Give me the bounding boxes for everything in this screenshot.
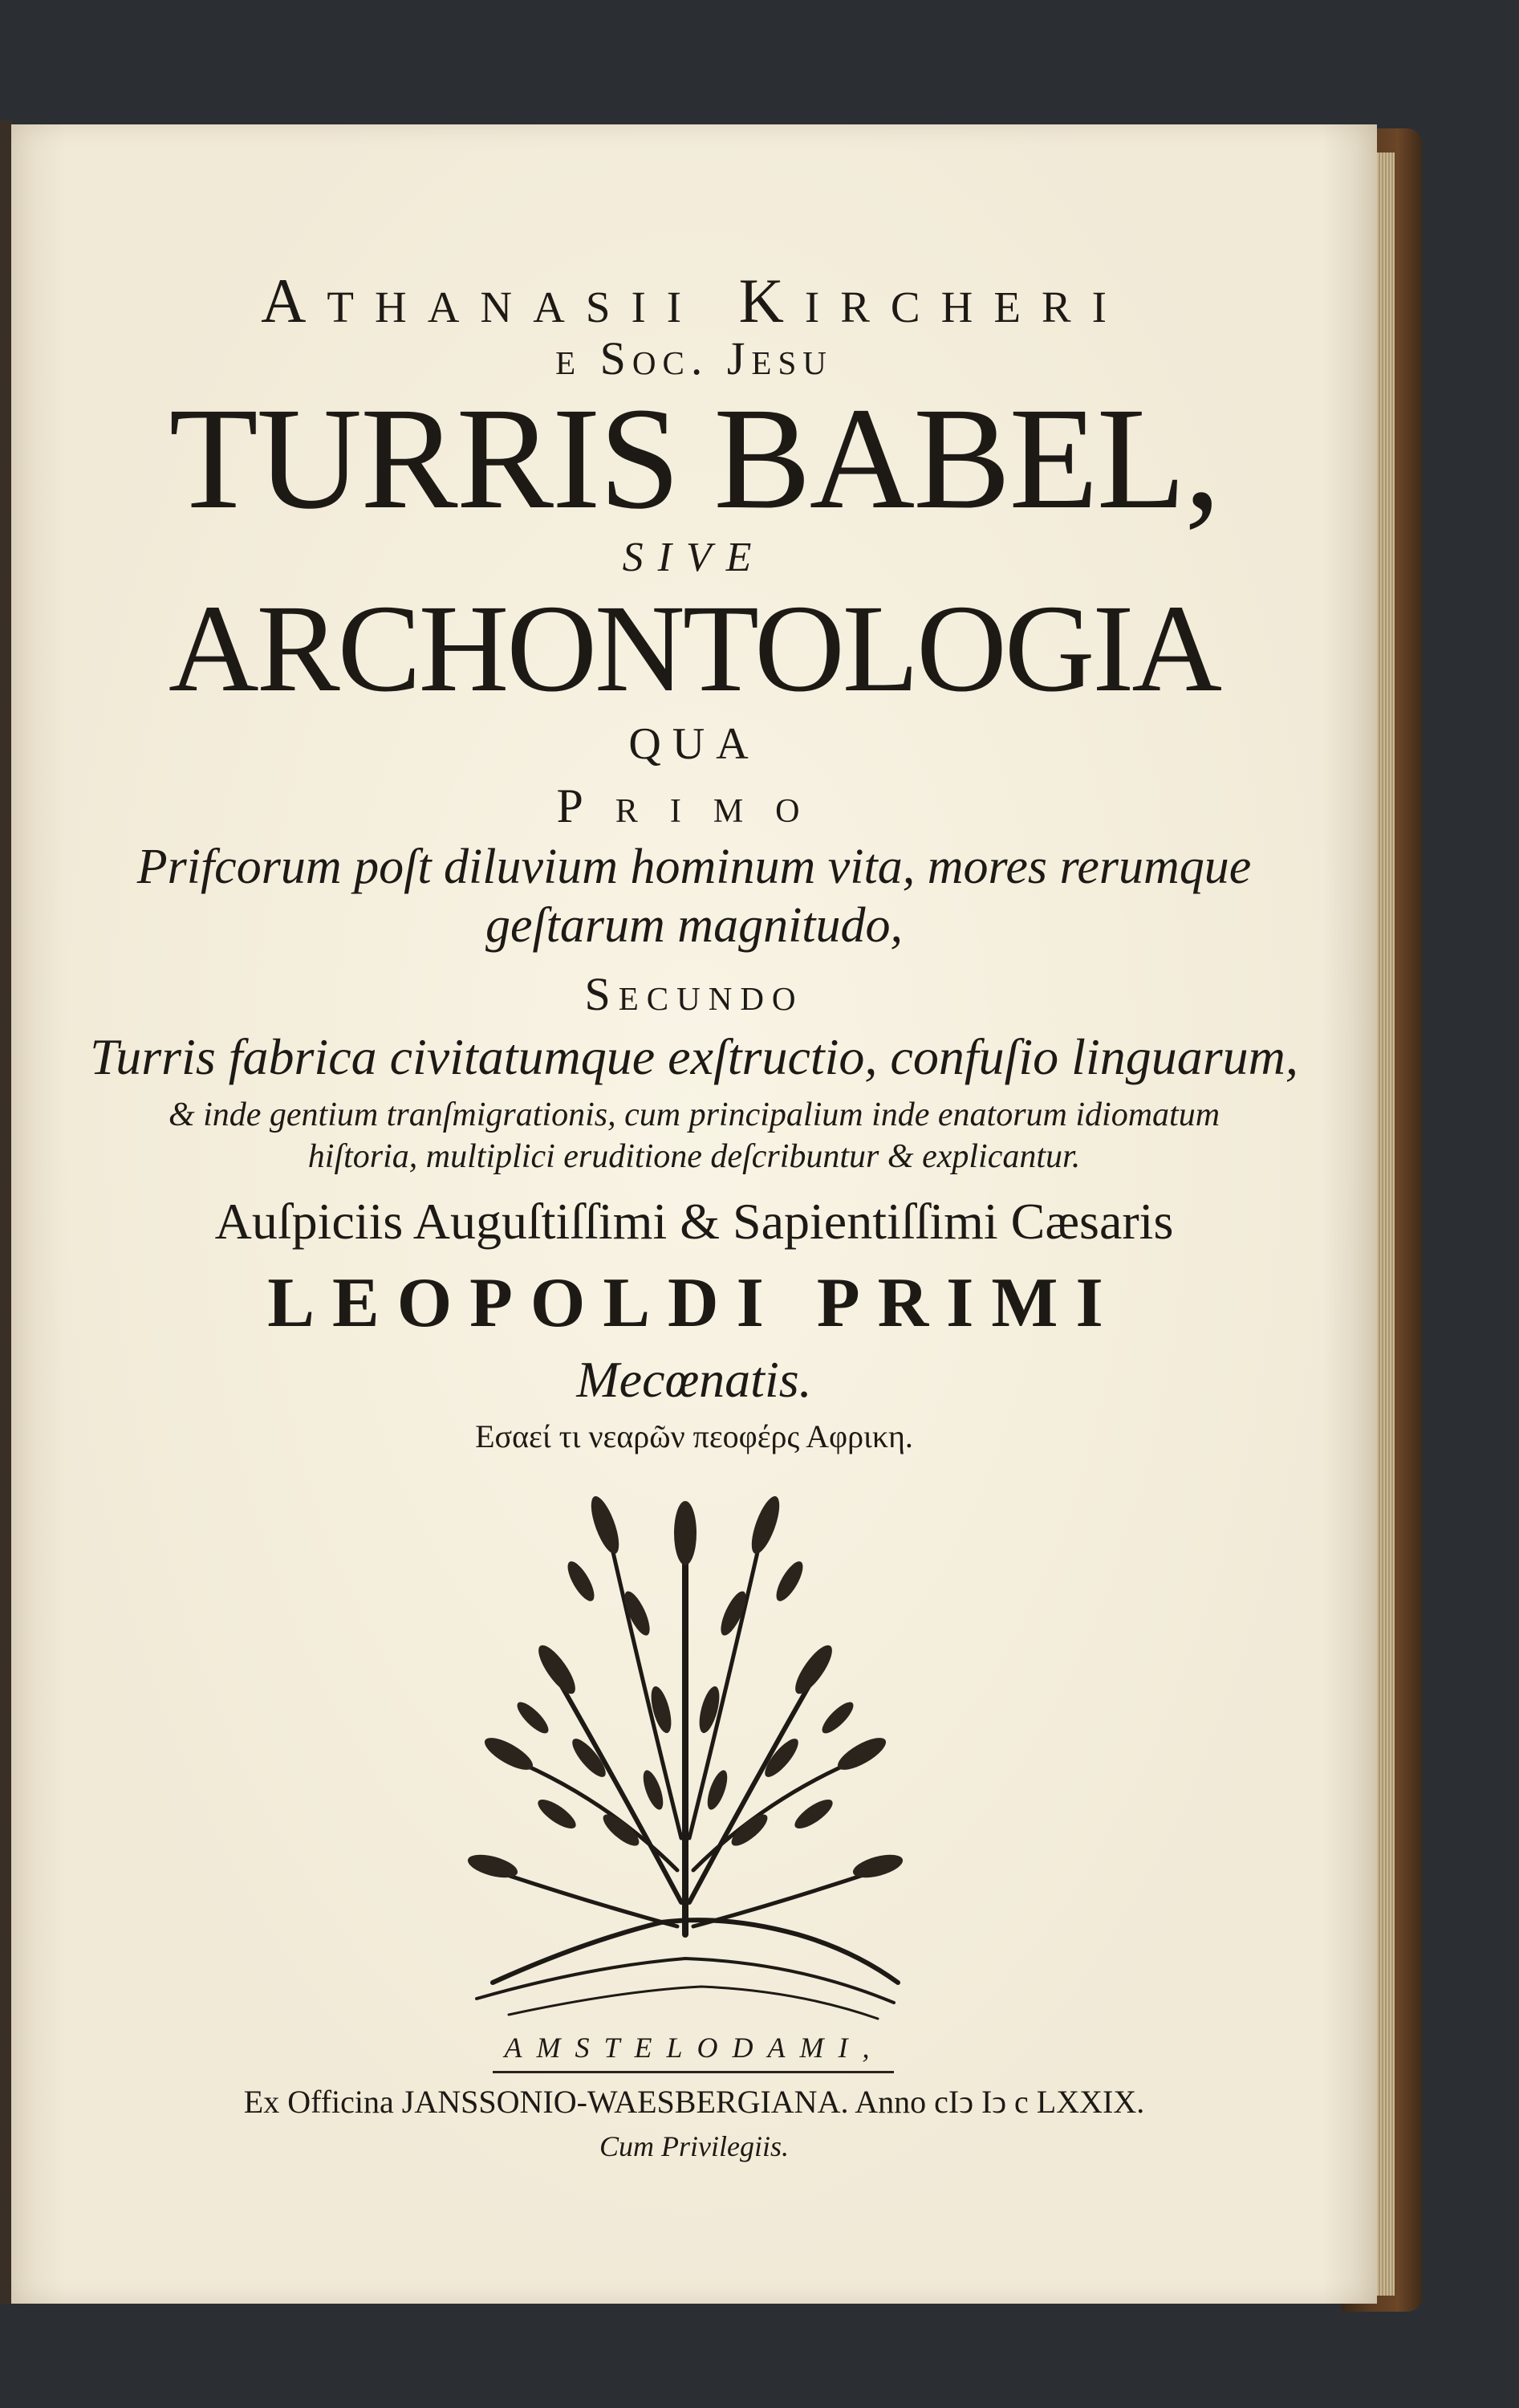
main-title: TURRIS BABEL,	[169, 378, 1220, 539]
privilege-line: Cum Privilegiis.	[599, 2130, 789, 2162]
secundo-text-line-2: & inde gentium tranſmigrationis, cum principalium inde enatorum idiomatum	[168, 1096, 1220, 1133]
imprint-city: AMSTELODAMI,	[504, 2032, 884, 2064]
title-page	[11, 124, 1377, 2304]
imprint-publisher: Ex Officina JANSSONIO-WAESBERGIANA. Anno cIↄ Iↄ c LXXIX.	[243, 2084, 1145, 2120]
primo-text-line-2: geſtarum magnitudo,	[485, 898, 904, 953]
subtitle: ARCHONTOLOGIA	[168, 579, 1220, 718]
author-line: Athanasii Kircheri	[261, 266, 1127, 336]
secundo-text-line-1: Turris fabrica civitatumque exſtructio, confuſio linguarum,	[90, 1028, 1298, 1085]
secundo-text-line-3: hiſtoria, multiplici eruditione deſcribuntur & explicantur.	[307, 1138, 1081, 1175]
sive-line: SIVE	[622, 535, 766, 580]
primo-heading: Primo	[556, 779, 832, 832]
emperor-name: LEOPOLDI PRIMI	[267, 1264, 1121, 1342]
secundo-heading: Secundo	[584, 968, 804, 1020]
dedication-line: Auſpiciis Auguſtiſſimi & Sapientiſſimi Cæsaris	[214, 1193, 1174, 1250]
patron-line: Mecœnatis.	[576, 1351, 812, 1408]
society-line: e Soc. Jesu	[555, 332, 833, 384]
greek-motto: Εσαεί τι νεαρῶν πεοφέρς Αφρικη.	[475, 1418, 913, 1454]
tree-woodcut-icon	[461, 1453, 910, 2031]
qua-line: QUA	[628, 719, 760, 769]
imprint-rule	[493, 2071, 894, 2073]
primo-text-line-1: Prifcorum poſt diluvium hominum vita, mores rerumque	[136, 840, 1252, 894]
